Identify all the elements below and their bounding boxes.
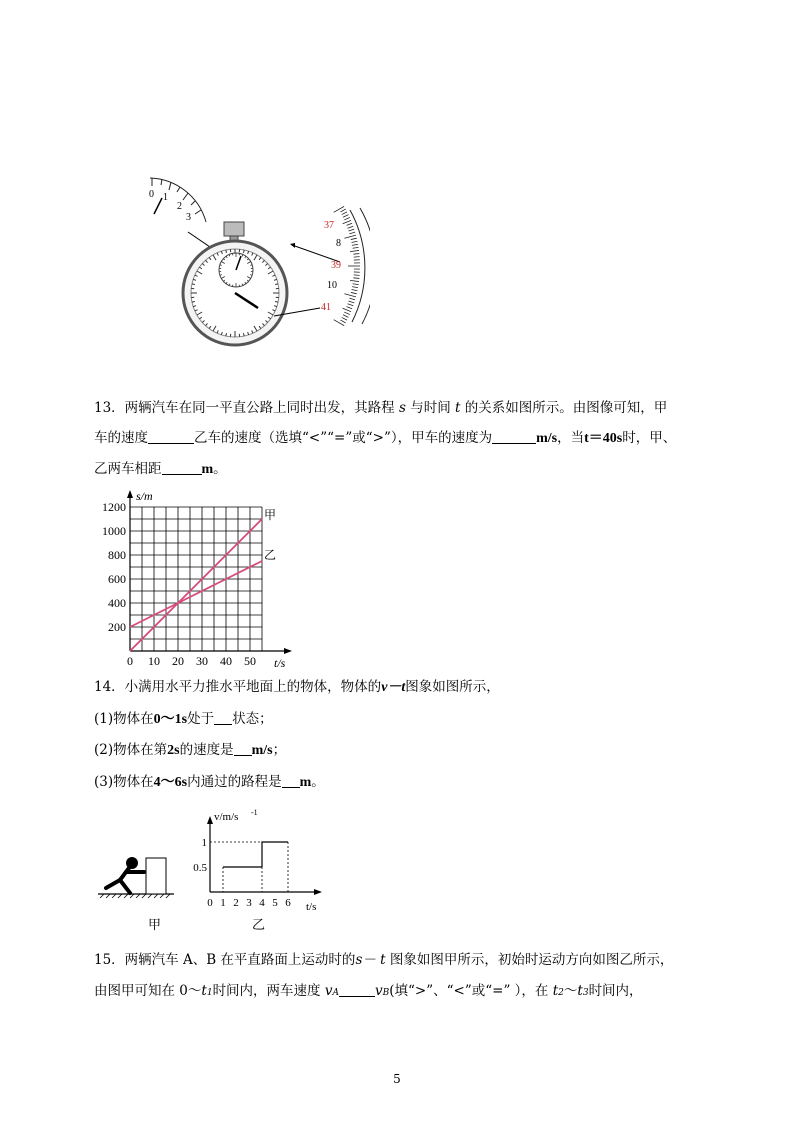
st-series-label: 乙 (264, 548, 277, 562)
st-series-line (130, 561, 262, 627)
st-y-tick-label: 400 (108, 596, 126, 610)
second-scale-39: 39 (331, 260, 341, 271)
st-x-tick-label: 10 (148, 654, 160, 668)
st-series-line (130, 519, 262, 651)
st-y-tick-label: 1200 (102, 500, 126, 514)
answer-blank[interactable] (492, 429, 536, 444)
st-y-tick-label: 800 (108, 548, 126, 562)
st-x-tick-label: 30 (196, 654, 208, 668)
minute-scale-3: 3 (186, 212, 191, 223)
pushing-figure (96, 850, 176, 900)
q14-line-3: (2)物体在第2s的速度是 m/s； (94, 742, 287, 758)
vt-x-axis-label: t/s (306, 901, 317, 913)
vt-x-tick-label: 6 (285, 897, 291, 909)
vt-y-tick-label: 0.5 (193, 862, 207, 874)
second-scale-41: 41 (321, 302, 331, 313)
vt-x-tick-label: 0 (207, 897, 213, 909)
minute-scale-0: 0 (149, 189, 154, 200)
st-y-tick-label: 600 (108, 572, 126, 586)
vt-segment (262, 842, 288, 867)
st-x-tick-label: 50 (244, 654, 256, 668)
st-x-tick-label: 20 (172, 654, 184, 668)
page-number: 5 (393, 1072, 401, 1086)
vt-x-tick-label: 4 (259, 897, 265, 909)
answer-blank[interactable] (234, 741, 252, 756)
minute-scale-1: 1 (163, 192, 168, 203)
vt-y-arrow (207, 816, 213, 824)
vt-x-tick-label: 2 (233, 897, 239, 909)
vt-x-tick-label: 1 (220, 897, 226, 909)
st-y-tick-label: 200 (108, 620, 126, 634)
vt-x-tick-label: 5 (272, 897, 278, 909)
q15-line-1: 15．两辆汽车 A、B 在平直路面上运动时的s－ t 图象如图甲所示，初始时运动方向如图乙所示， (94, 952, 674, 968)
stopwatch-figure (140, 170, 370, 350)
vt-y-axis-label: v/m/s (214, 811, 239, 823)
st-x-axis-label: t/s (274, 656, 286, 670)
q14-line-4: (3)物体在4～6s内通过的路程是 m。 (94, 774, 325, 790)
answer-blank[interactable] (162, 460, 202, 475)
vt-chart (190, 806, 330, 914)
q13-line-1: 13．两辆汽车在同一平直公路上同时出发，其路程 s 与时间 t 的关系如图所示。由图像可知，甲 (94, 400, 668, 416)
q15-line-2: 由图甲可知在 0～t1时间内，两车速度 vA vB(填“>”、“<”或“=” ），在 t2～t3时间内， (94, 983, 643, 999)
minute-scale-2: 2 (177, 201, 182, 212)
answer-blank[interactable] (282, 773, 300, 788)
q13-line-2: 车的速度 乙车的速度（选填“<”“=”或“>”），甲车的速度为 m/s，当t＝40s时，甲、 (94, 430, 677, 446)
answer-blank[interactable] (148, 429, 194, 444)
answer-blank[interactable] (214, 710, 232, 725)
st-x-tick-label: 40 (220, 654, 232, 668)
st-y-arrow (127, 490, 133, 498)
st-x-tick-label: 0 (127, 654, 133, 668)
vt-x-tick-label: 3 (246, 897, 252, 909)
st-y-tick-label: 1000 (102, 524, 126, 538)
st-series-label: 甲 (264, 508, 277, 522)
st-chart (92, 488, 302, 670)
q14-line-2: (1)物体在0～1s处于 状态； (94, 711, 273, 727)
q13-line-3: 乙两车相距 m。 (94, 461, 227, 477)
st-grid (130, 507, 262, 651)
label-jia: 甲 (148, 918, 162, 933)
st-y-axis-label: s/m (136, 489, 153, 503)
vt-x-arrow (314, 889, 322, 895)
vt-y-tick-label: 1 (201, 837, 207, 849)
q14-line-1: 14．小满用水平力推水平地面上的物体，物体的v－t图象如图所示， (94, 679, 500, 695)
second-scale-8: 8 (336, 238, 341, 249)
st-x-arrow (284, 648, 292, 654)
second-scale-37: 37 (324, 220, 334, 231)
label-yi: 乙 (252, 918, 266, 933)
vt-y-axis-label-sup: -1 (251, 808, 258, 817)
second-scale-10: 10 (327, 280, 337, 291)
answer-blank[interactable] (339, 982, 375, 997)
